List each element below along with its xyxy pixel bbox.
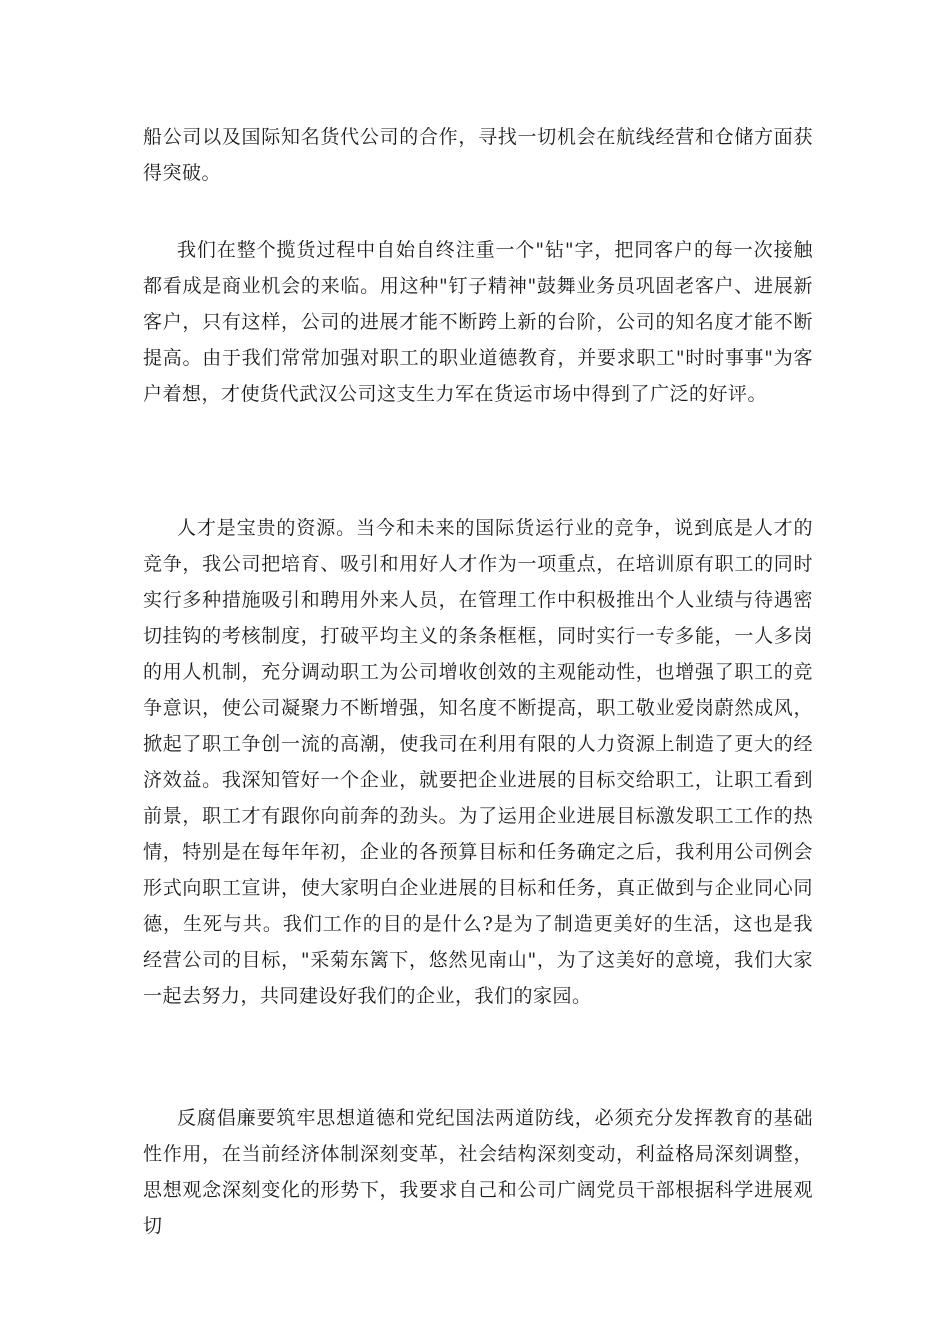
paragraph-talent: 人才是宝贵的资源。当今和未来的国际货运行业的竞争，说到底是人才的竞争，我公司把培育、吸引和用好人才作为一项重点，在培训原有职工的同时实行多种措施吸引和聘用外来人员，在管理工作中积极推出个人业绩与待遇密切挂钩的考核制度，打破平均主义的条条框框，同时实行一专多能，一人多岗的用人机制，充分调动职工为公司增收创效的主观能动性，也增强了职工的竞争意识，使公司凝聚力不断增强，知名度不断提高，职工敬业爱岗蔚然成风，掀起了职工争创一流的高潮，使我司在利用有限的人力资源上制造了更大的经济效益。我深知管好一个企业，就要把企业进展的目标交给职工，让职工看到前景，职工才有跟你向前奔的劲头。为了运用企业进展目标激发职工工作的热情，特别是在每年年初，企业的各预算目标和任务确定之后，我利用公司例会形式向职工宣讲，使大家明白企业进展的目标和任务，真正做到与企业同心同德，生死与共。我们工作的目的是什么?是为了制造更美好的生活，这也是我经营公司的目标，"采菊东篱下，悠然见南山"，为了这美好的意境，我们大家一起去努力，共同建设好我们的企业，我们的家园。 [143, 517, 813, 1007]
paragraph-anti-corruption: 反腐倡廉要筑牢思想道德和党纪国法两道防线，必须充分发挥教育的基础性作用，在当前经济体制深刻变革，社会结构深刻变动，利益格局深刻调整，思想观念深刻变化的形势下，我要求自己和公司广阔党员干部根据科学进展观切 [143, 1107, 813, 1237]
paragraph-continuation: 船公司以及国际知名货代公司的合作，寻找一切机会在航线经营和仓储方面获得突破。 [143, 126, 813, 184]
paragraph-customer-service: 我们在整个揽货过程中自始自终注重一个"钻"字，把同客户的每一次接触都看成是商业机会的来临。用这种"钉子精神"鼓舞业务员巩固老客户、进展新客户，只有这样，公司的进展才能不断跨上新的台阶，公司的知名度才能不断提高。由于我们常常加强对职工的职业道德教育，并要求职工"时时事事"为客户着想，才使货代武汉公司这支生力军在货运市场中得到了广泛的好评。 [143, 239, 813, 405]
